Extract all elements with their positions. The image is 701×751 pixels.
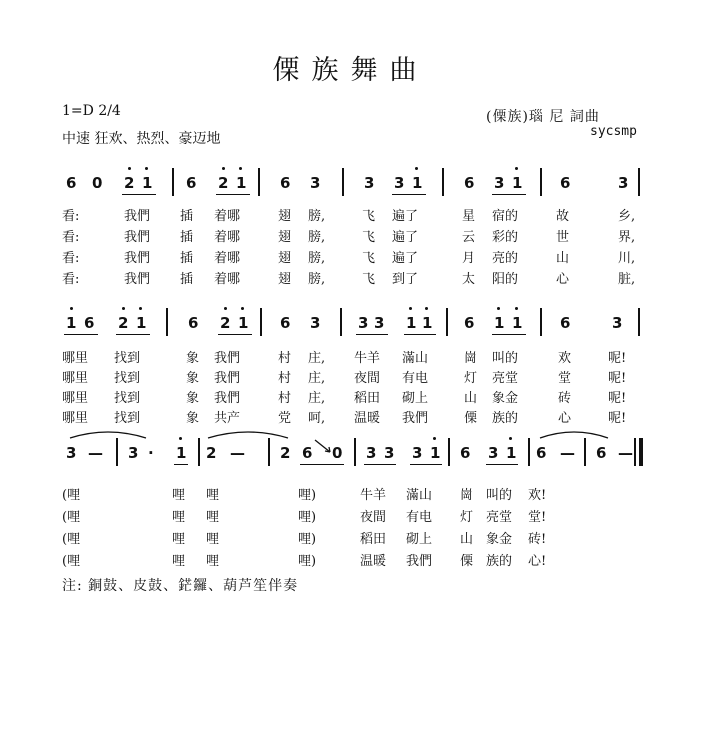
lyric-line xyxy=(62,226,647,244)
lyric: 我們 xyxy=(124,209,151,224)
lyric: 哩) xyxy=(298,532,317,547)
lyric: 飞 xyxy=(362,209,376,224)
lyric: 村 xyxy=(278,391,292,406)
page-title: 傈族舞曲 xyxy=(272,55,429,86)
note: 3 xyxy=(394,174,405,192)
lyric: 我們 xyxy=(402,411,429,426)
lyric: 遍了 xyxy=(392,230,419,245)
accompaniment-footnote: 注: 銅鼓、皮鼓、鋩鑼、葫芦笙伴奏 xyxy=(62,578,299,594)
bar-line xyxy=(172,168,174,196)
lyric: 我們 xyxy=(124,230,151,245)
lyric: 插 xyxy=(180,272,194,287)
note: 3 xyxy=(310,174,321,192)
beam xyxy=(392,194,426,195)
lyric: 山 xyxy=(464,391,478,406)
note: 3 xyxy=(412,444,423,462)
lyric: 哩 xyxy=(206,510,220,525)
note: 0 xyxy=(92,174,103,192)
lyric: 呢! xyxy=(608,371,627,386)
tempo-marking: 中速 狂欢、热烈、豪迈地 xyxy=(62,131,221,147)
lyric: 插 xyxy=(180,251,194,266)
note: 1 xyxy=(236,174,247,192)
octave-dot xyxy=(515,307,518,310)
lyric: 翅 xyxy=(278,251,292,266)
lyric: 族的 xyxy=(492,411,519,426)
lyric: 看: xyxy=(62,251,80,266)
bar-line xyxy=(442,168,444,196)
octave-dot xyxy=(179,437,182,440)
lyric: 哪里 xyxy=(62,351,89,366)
octave-dot xyxy=(515,167,518,170)
lyric: 稻田 xyxy=(360,532,387,547)
score-row-1 xyxy=(62,160,647,210)
octave-dot xyxy=(425,307,428,310)
note: 2 xyxy=(118,314,129,332)
lyric: 亮堂 xyxy=(492,371,519,386)
note: 3 xyxy=(612,314,623,332)
lyric: 我們 xyxy=(214,391,241,406)
beam xyxy=(64,334,98,335)
beam xyxy=(122,194,156,195)
bar-line xyxy=(638,168,640,196)
note: 3 xyxy=(494,174,505,192)
lyric-line xyxy=(62,268,647,286)
lyric: 我們 xyxy=(124,272,151,287)
lyric: 砖! xyxy=(528,532,547,547)
bar-line xyxy=(638,308,640,336)
lyric: 夜間 xyxy=(360,510,387,525)
note: 1 xyxy=(512,174,523,192)
lyric: 插 xyxy=(180,230,194,245)
lyric: 膀, xyxy=(308,251,326,266)
note: 1 xyxy=(238,314,249,332)
lyric: 阳的 xyxy=(492,272,519,287)
lyric: 庄, xyxy=(308,371,326,386)
lyric: 我們 xyxy=(124,251,151,266)
lyric: 哩 xyxy=(172,510,186,525)
lyric: 哩 xyxy=(172,488,186,503)
lyric: 哩 xyxy=(172,532,186,547)
bar-line xyxy=(448,438,450,466)
lyric: 哪里 xyxy=(62,411,89,426)
lyric: 着哪 xyxy=(214,251,241,266)
lyric: 飞 xyxy=(362,251,376,266)
lyric: 我們 xyxy=(214,351,241,366)
lyric: 庄, xyxy=(308,351,326,366)
lyric: 心! xyxy=(528,554,547,569)
lyric: 看: xyxy=(62,209,80,224)
lyric: 飞 xyxy=(362,272,376,287)
bar-line xyxy=(116,438,118,466)
note: 6 xyxy=(84,314,95,332)
note: 3 xyxy=(374,314,385,332)
lyric: (哩 xyxy=(62,510,81,525)
lyric: 心 xyxy=(556,272,570,287)
lyric: 哩 xyxy=(172,554,186,569)
lyric: (哩 xyxy=(62,554,81,569)
note: 3 xyxy=(366,444,377,462)
lyric: 呢! xyxy=(608,351,627,366)
lyric: 膀, xyxy=(308,230,326,245)
lyric-line xyxy=(62,205,647,223)
bar-line xyxy=(528,438,530,466)
lyric: 找到 xyxy=(114,391,141,406)
bar-line xyxy=(340,308,342,336)
note: 1 xyxy=(136,314,147,332)
lyric: 叫的 xyxy=(492,351,519,366)
lyric: 呵, xyxy=(308,411,326,426)
note: 6 xyxy=(464,174,475,192)
bar-line xyxy=(268,438,270,466)
lyric: 月 xyxy=(462,251,476,266)
lyric: (哩 xyxy=(62,532,81,547)
source-signature: sycsmp xyxy=(590,124,637,139)
lyric-line xyxy=(62,367,647,385)
bar-line xyxy=(258,168,260,196)
lyric: 找到 xyxy=(114,411,141,426)
lyric: 族的 xyxy=(486,554,513,569)
lyric: 我們 xyxy=(214,371,241,386)
note: 1 xyxy=(422,314,433,332)
note: 3 xyxy=(384,444,395,462)
score-row-3 xyxy=(62,430,647,480)
lyric: 象 xyxy=(186,371,200,386)
note: 1 xyxy=(66,314,77,332)
lyric: 滿山 xyxy=(406,488,433,503)
lyric: 着哪 xyxy=(214,209,241,224)
octave-dot xyxy=(128,167,131,170)
lyric: 哩 xyxy=(206,488,220,503)
note: — xyxy=(88,444,103,462)
octave-dot xyxy=(241,307,244,310)
lyric: 有电 xyxy=(406,510,433,525)
note: 6 xyxy=(188,314,199,332)
bar-line xyxy=(354,438,356,466)
bar-line xyxy=(540,168,542,196)
lyric: 庄, xyxy=(308,391,326,406)
lyric-line xyxy=(62,550,647,568)
note: 6 xyxy=(596,444,607,462)
lyric: 象 xyxy=(186,351,200,366)
lyric-line xyxy=(62,484,647,502)
note: · xyxy=(148,444,154,462)
note: — xyxy=(560,444,575,462)
note: 6 xyxy=(464,314,475,332)
lyric: 看: xyxy=(62,230,80,245)
octave-dot xyxy=(224,307,227,310)
lyric: 呢! xyxy=(608,411,627,426)
lyric: 脏, xyxy=(618,272,636,287)
lyric: 滿山 xyxy=(402,351,429,366)
note: 6 xyxy=(460,444,471,462)
final-bar-line-thick xyxy=(639,438,643,466)
lyric: 崗 xyxy=(464,351,478,366)
lyric: 川, xyxy=(618,251,636,266)
lyric: 哩) xyxy=(298,488,317,503)
lyric: 傈 xyxy=(464,411,478,426)
lyric: 象金 xyxy=(492,391,519,406)
note: 1 xyxy=(512,314,523,332)
note: 6 xyxy=(302,444,313,462)
octave-dot xyxy=(239,167,242,170)
octave-dot xyxy=(122,307,125,310)
note: 2 xyxy=(218,174,229,192)
octave-dot xyxy=(70,307,73,310)
lyric: 哩 xyxy=(206,532,220,547)
bar-line xyxy=(260,308,262,336)
lyric: 星 xyxy=(462,209,476,224)
lyric: 傈 xyxy=(460,554,474,569)
lyric: 欢! xyxy=(528,488,547,503)
note: 6 xyxy=(280,174,291,192)
lyric-line xyxy=(62,387,647,405)
score-row-2 xyxy=(62,300,647,350)
lyric: 山 xyxy=(556,251,570,266)
lyric: 亮堂 xyxy=(486,510,513,525)
lyric: 党 xyxy=(278,411,292,426)
note: 3 xyxy=(66,444,77,462)
note: 1 xyxy=(430,444,441,462)
lyric: 翅 xyxy=(278,272,292,287)
note: 3 xyxy=(618,174,629,192)
note: 3 xyxy=(358,314,369,332)
note: 2 xyxy=(124,174,135,192)
lyric: 宿的 xyxy=(492,209,519,224)
note: 6 xyxy=(560,174,571,192)
lyric: 遍了 xyxy=(392,251,419,266)
note: 1 xyxy=(494,314,505,332)
octave-dot xyxy=(509,437,512,440)
lyric: 太 xyxy=(462,272,476,287)
octave-dot xyxy=(497,307,500,310)
lyric: 插 xyxy=(180,209,194,224)
lyric: 飞 xyxy=(362,230,376,245)
beam xyxy=(218,334,252,335)
octave-dot xyxy=(145,167,148,170)
note: 3 xyxy=(488,444,499,462)
lyric: 翅 xyxy=(278,209,292,224)
beam xyxy=(492,334,526,335)
lyric: 堂 xyxy=(558,371,572,386)
lyric: 有电 xyxy=(402,371,429,386)
beam xyxy=(116,334,150,335)
lyric-line xyxy=(62,407,647,425)
lyric: 象 xyxy=(186,391,200,406)
lyric: 到了 xyxy=(392,272,419,287)
beam xyxy=(216,194,250,195)
octave-dot xyxy=(409,307,412,310)
lyric: 亮的 xyxy=(492,251,519,266)
lyric: (哩 xyxy=(62,488,81,503)
lyric: 砌上 xyxy=(406,532,433,547)
lyric: 找到 xyxy=(114,351,141,366)
lyric-line xyxy=(62,247,647,265)
lyric: 砖 xyxy=(558,391,572,406)
note: 1 xyxy=(406,314,417,332)
note: 1 xyxy=(142,174,153,192)
note: 1 xyxy=(412,174,423,192)
beam xyxy=(300,464,344,465)
bar-line xyxy=(540,308,542,336)
lyric: 着哪 xyxy=(214,230,241,245)
lyric: 哩 xyxy=(206,554,220,569)
lyric: 遍了 xyxy=(392,209,419,224)
note: 0 xyxy=(332,444,343,462)
lyric: 灯 xyxy=(460,510,474,525)
note: 1 xyxy=(506,444,517,462)
lyric-line xyxy=(62,528,647,546)
bar-line xyxy=(584,438,586,466)
lyric: 温暖 xyxy=(354,411,381,426)
final-bar-line xyxy=(634,438,636,466)
beam xyxy=(404,334,436,335)
lyric: 哪里 xyxy=(62,391,89,406)
lyric: 牛羊 xyxy=(354,351,381,366)
lyric: 崗 xyxy=(460,488,474,503)
octave-dot xyxy=(415,167,418,170)
note: 6 xyxy=(560,314,571,332)
note: — xyxy=(230,444,245,462)
lyric: 膀, xyxy=(308,209,326,224)
lyric: 砌上 xyxy=(402,391,429,406)
lyric: 哪里 xyxy=(62,371,89,386)
lyric: 找到 xyxy=(114,371,141,386)
lyric: 温暖 xyxy=(360,554,387,569)
lyric: 灯 xyxy=(464,371,478,386)
lyric: 乡, xyxy=(618,209,636,224)
beam xyxy=(364,464,396,465)
lyric: 象金 xyxy=(486,532,513,547)
lyric-line xyxy=(62,506,647,524)
note: 6 xyxy=(186,174,197,192)
lyric: 哩) xyxy=(298,510,317,525)
bar-line xyxy=(166,308,168,336)
lyric: 稻田 xyxy=(354,391,381,406)
note: 3 xyxy=(310,314,321,332)
lyric: 叫的 xyxy=(486,488,513,503)
lyric: 云 xyxy=(462,230,476,245)
lyric: 欢 xyxy=(558,351,572,366)
beam xyxy=(486,464,518,465)
composer-credit: (傈族)瑙 尼 詞曲 xyxy=(486,109,600,125)
lyric: 看: xyxy=(62,272,80,287)
beam xyxy=(174,464,188,465)
octave-dot xyxy=(433,437,436,440)
key-signature: 1=D 2/4 xyxy=(62,103,121,119)
lyric: 共产 xyxy=(214,411,241,426)
note: 3 xyxy=(364,174,375,192)
note: — xyxy=(618,444,633,462)
lyric: 牛羊 xyxy=(360,488,387,503)
note: 6 xyxy=(280,314,291,332)
octave-dot xyxy=(222,167,225,170)
lyric: 象 xyxy=(186,411,200,426)
bar-line xyxy=(198,438,200,466)
lyric: 村 xyxy=(278,351,292,366)
bar-line xyxy=(342,168,344,196)
lyric: 哩) xyxy=(298,554,317,569)
beam xyxy=(492,194,526,195)
lyric: 着哪 xyxy=(214,272,241,287)
lyric: 界, xyxy=(618,230,636,245)
bar-line xyxy=(446,308,448,336)
beam xyxy=(410,464,442,465)
lyric: 彩的 xyxy=(492,230,519,245)
lyric: 翅 xyxy=(278,230,292,245)
lyric: 村 xyxy=(278,371,292,386)
beam xyxy=(356,334,388,335)
note: 6 xyxy=(536,444,547,462)
note: 3 xyxy=(128,444,139,462)
note: 6 xyxy=(66,174,77,192)
lyric: 世 xyxy=(556,230,570,245)
lyric: 堂! xyxy=(528,510,547,525)
lyric: 心 xyxy=(558,411,572,426)
lyric-line xyxy=(62,347,647,365)
lyric: 我們 xyxy=(406,554,433,569)
lyric: 呢! xyxy=(608,391,627,406)
lyric: 山 xyxy=(460,532,474,547)
lyric: 夜間 xyxy=(354,371,381,386)
note: 2 xyxy=(206,444,217,462)
note: 2 xyxy=(280,444,291,462)
octave-dot xyxy=(139,307,142,310)
note: 2 xyxy=(220,314,231,332)
lyric: 故 xyxy=(556,209,570,224)
lyric: 膀, xyxy=(308,272,326,287)
note: 1 xyxy=(176,444,187,462)
